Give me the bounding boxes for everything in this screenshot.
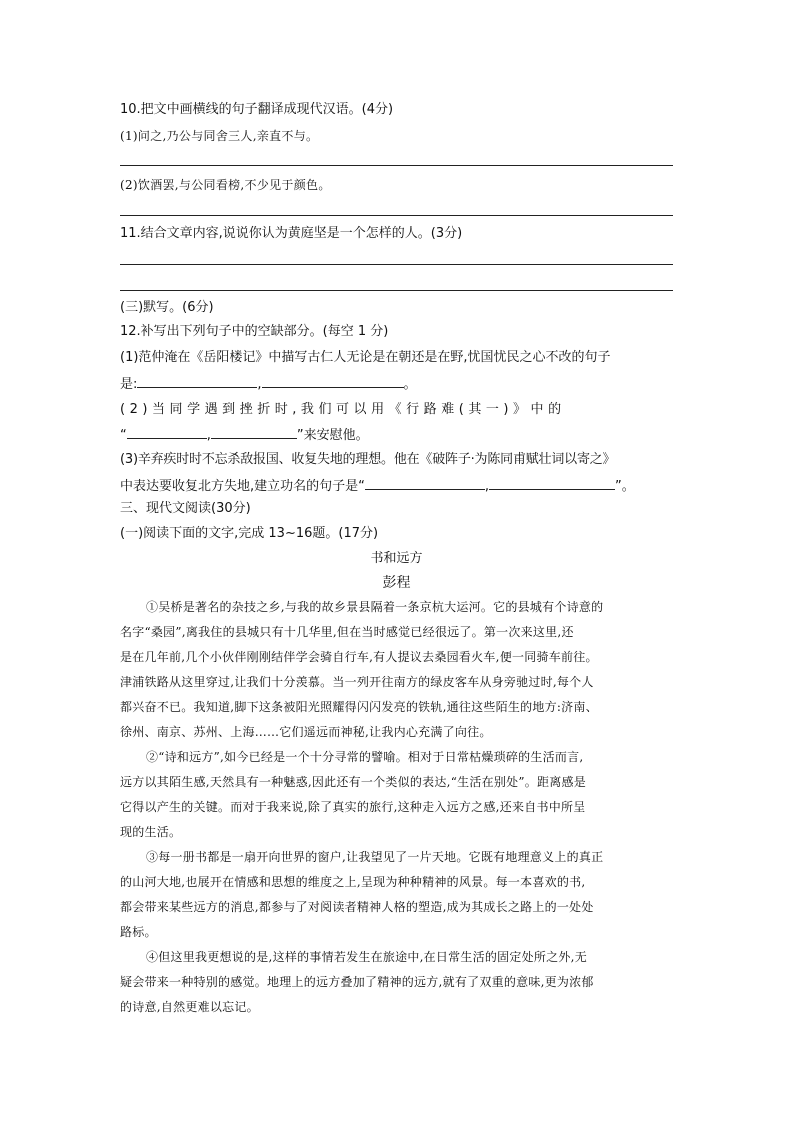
paragraph-line: ③每一册书都是一扇开向世界的窗户,让我望见了一片天地。它既有地理意义上的真正 <box>146 850 604 864</box>
q12-heading: 12.补写出下列句子中的空缺部分。(每空 1 分) <box>120 324 389 339</box>
q12-item-1-answer-row <box>120 373 417 395</box>
open-quote: “ <box>120 428 127 443</box>
q12-item-2-suffix: ”来安慰他。 <box>296 428 369 443</box>
paragraph-line: ④但这里我更想说的是,这样的事情若发生在旅途中,在日常生活的固定处所之外,无 <box>146 950 587 964</box>
q11-heading: 11.结合文章内容,说说你认为黄庭坚是一个怎样的人。(3分) <box>120 226 463 241</box>
article-author: 彭程 <box>382 575 411 591</box>
q10-sentence-1: (1)问之,乃公与同舍三人,亲直不与。 <box>120 129 319 143</box>
paragraph-line: 的山河大地,也展开在情感和思想的维度之上,呈现为种种精神的风景。每一本喜欢的书, <box>120 875 586 889</box>
paragraph-line: 的诗意,自然更难以忘记。 <box>120 1000 259 1014</box>
paragraph-line: ②“诗和远方”,如今已经是一个十分寻常的譬喻。相对于日常枯燥琐碎的生活而言, <box>146 750 584 764</box>
paragraph-line: 都兴奋不已。我知道,脚下这条被阳光照耀得闪闪发亮的铁轨,通往这些陌生的地方:济南、 <box>120 700 598 714</box>
answer-line[interactable] <box>120 215 673 216</box>
comma: , <box>206 428 211 443</box>
q12-item-1-prefix: 是: <box>120 377 138 392</box>
blank-1[interactable] <box>137 373 257 388</box>
answer-line[interactable] <box>120 264 673 265</box>
q12-item-2-answer-row <box>120 424 369 446</box>
comma: , <box>257 377 262 392</box>
q10-sentence-2: (2)饮酒罢,与公同看榜,不少见于颜色。 <box>120 178 331 192</box>
paragraph-line: ①吴桥是著名的杂技之乡,与我的故乡景县隔着一条京杭大运河。它的县城有个诗意的 <box>146 600 604 614</box>
blank-2[interactable] <box>262 373 404 388</box>
paragraph-line: 名字“桑园”,离我住的县城只有十几华里,但在当时感觉已经很远了。第一次来这里,还 <box>120 625 574 639</box>
paragraph-line: 都会带来某些远方的消息,都参与了对阅读者精神人格的塑造,成为其成长之路上的一处处 <box>120 900 594 914</box>
article-title: 书和远方 <box>370 551 423 566</box>
article-paragraph-1 <box>120 595 673 745</box>
paragraph-line: 现的生活。 <box>120 825 182 839</box>
paragraph-line: 是在几年前,几个小伙伴刚刚结伴学会骑自行车,有人提议去桑园看火车,便一同骑车前往。 <box>120 650 598 664</box>
blank-5[interactable] <box>365 475 485 490</box>
section-dictation-heading: (三)默写。(6分) <box>120 300 214 315</box>
blank-3[interactable] <box>127 424 207 439</box>
paragraph-line: 疑会带来一种特别的感觉。地理上的远方叠加了精神的远方,就有了双重的意味,更为浓郁 <box>120 975 594 989</box>
paragraph-line: 远方以其陌生感,天然具有一种魅惑,因此还有一个类似的表达,“生活在别处”。距离感是 <box>120 775 586 789</box>
paragraph-line: 徐州、南京、苏州、上海……它们遥远而神秘,让我内心充满了向往。 <box>120 725 492 739</box>
q12-item-3-prefix: 中表达要收复北方失地,建立功名的句子是“ <box>120 479 365 494</box>
paragraph-line: 路标。 <box>120 925 157 939</box>
q12-item-1-text: (1)范仲淹在《岳阳楼记》中描写古仁人无论是在朝还是在野,忧国忧民之心不改的句子 <box>120 350 611 365</box>
part3-heading: 三、现代文阅读(30分) <box>120 501 251 516</box>
q12-item-3-suffix: ”。 <box>615 479 635 494</box>
article-paragraph-2 <box>120 745 673 845</box>
answer-line[interactable] <box>120 290 673 291</box>
comma: , <box>484 479 490 494</box>
q12-item-3-text: (3)辛弃疾时时不忘杀敌报国、收复失地的理想。他在《破阵子·为陈同甫赋壮词以寄之》 <box>120 452 616 467</box>
blank-6[interactable] <box>489 475 615 490</box>
article-paragraph-3 <box>120 845 673 945</box>
q10-heading: 10.把文中画横线的句子翻译成现代汉语。(4分) <box>120 102 394 117</box>
paragraph-line: 津浦铁路从这里穿过,让我们十分羡慕。当一列开往南方的绿皮客车从身旁驰过时,每个人 <box>120 675 594 689</box>
article-paragraph-4 <box>120 945 673 1020</box>
q12-item-2-text: ( 2 ) 当 同 学 遇 到 挫 折 时 , 我 们 可 以 用 《 行 路 难 ( 其 一 ) 》 中 的 <box>120 402 562 417</box>
q12-item-3-answer-row <box>120 475 635 497</box>
period: 。 <box>403 377 417 392</box>
paragraph-line: 它得以产生的关键。而对于我来说,除了真实的旅行,这种走入远方之感,还来自书中所呈 <box>120 800 586 814</box>
answer-line[interactable] <box>120 165 673 166</box>
sub1-heading: (一)阅读下面的文字,完成 13~16题。(17分) <box>120 526 379 541</box>
blank-4[interactable] <box>211 424 297 439</box>
